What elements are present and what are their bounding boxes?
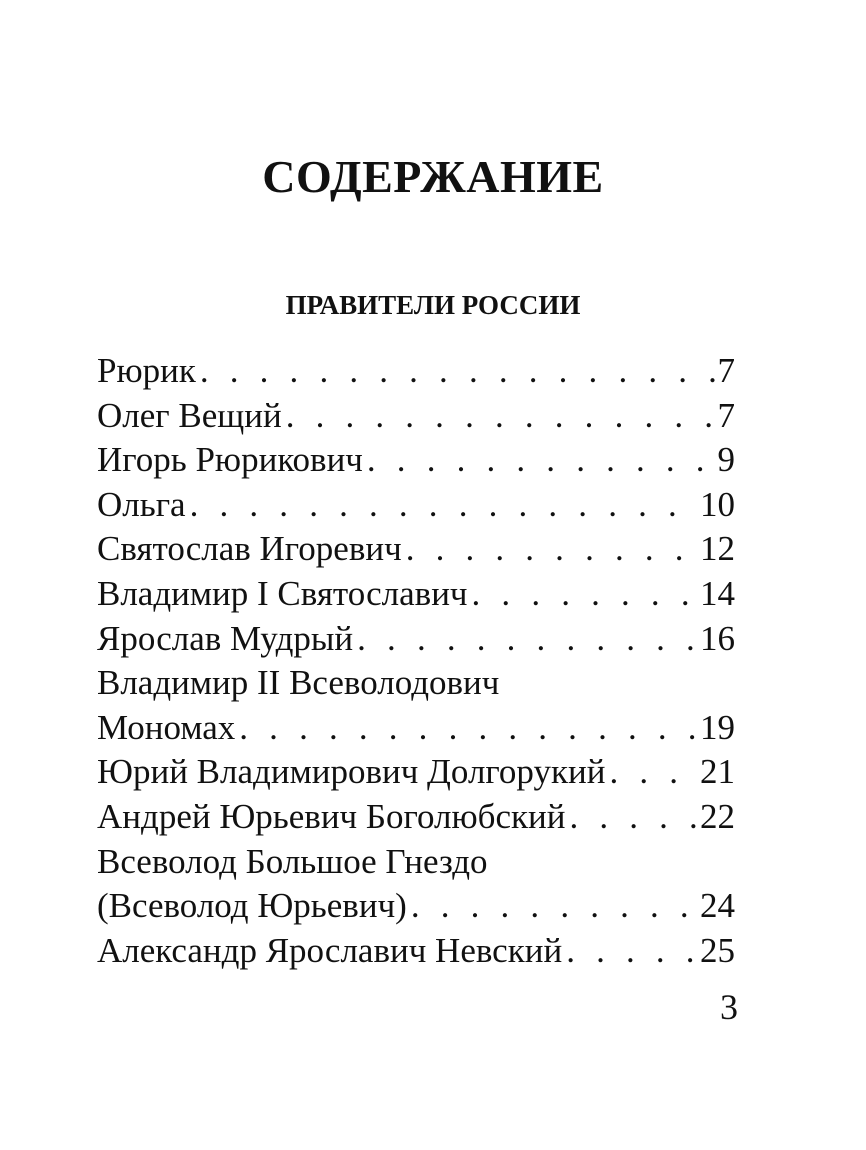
toc-entry-page: 12	[700, 529, 735, 569]
toc-entry-page: 21	[700, 752, 735, 792]
toc-entry-title-line: Владимир II Всеволодович	[97, 663, 500, 703]
toc-entry-page: 10	[700, 484, 735, 524]
table-of-contents	[97, 349, 735, 973]
toc-entry-title: Рюрик	[97, 351, 196, 390]
toc-entry-page: 7	[717, 351, 735, 390]
dot-leader	[235, 706, 700, 751]
toc-entry	[97, 394, 735, 439]
toc-entry	[97, 483, 735, 528]
toc-entry	[97, 929, 735, 974]
dot-leader	[562, 929, 700, 974]
dot-leader	[565, 795, 700, 840]
toc-entry-title: Мономах	[97, 707, 236, 747]
toc-entry-page: 22	[700, 796, 735, 836]
toc-entry-page: 25	[700, 930, 735, 970]
toc-entry-page: 19	[700, 707, 735, 747]
toc-entry-title: Ольга	[97, 484, 186, 524]
toc-entry-page: 7	[717, 395, 735, 435]
toc-entry-title: Олег Вещий	[97, 395, 282, 435]
dot-leader	[468, 572, 700, 617]
toc-entry-page: 16	[700, 618, 735, 658]
toc-entry	[97, 884, 735, 929]
dot-leader	[605, 750, 700, 795]
toc-entry	[97, 349, 735, 394]
toc-entry	[97, 617, 735, 662]
toc-entry-title: Святослав Игоревич	[97, 529, 402, 569]
toc-entry	[97, 795, 735, 840]
dot-leader	[407, 884, 700, 929]
toc-entry	[97, 438, 735, 483]
toc-entry-page: 24	[700, 886, 735, 926]
dot-leader	[353, 617, 700, 662]
page-number: 3	[720, 987, 738, 1027]
toc-entry-title: Владимир I Святославич	[97, 573, 468, 613]
toc-entry-title: Андрей Юрьевич Боголюбский	[97, 796, 566, 836]
dot-leader	[363, 438, 718, 483]
dot-leader	[282, 394, 718, 439]
toc-entry-title: Александр Ярославич Невский	[97, 930, 563, 970]
toc-entry-title: (Всеволод Юрьевич)	[97, 886, 407, 926]
toc-entry-title: Ярослав Мудрый	[97, 618, 354, 658]
dot-leader	[186, 483, 700, 528]
toc-entry	[97, 706, 735, 751]
toc-entry-title: Игорь Рюрикович	[97, 440, 363, 480]
toc-entry-page: 14	[700, 573, 735, 613]
toc-entry-title-line: Всеволод Большое Гнездо	[97, 841, 488, 881]
section-heading: ПРАВИТЕЛИ РОССИИ	[285, 290, 581, 320]
page-title: СОДЕРЖАНИЕ	[262, 151, 604, 202]
toc-entry	[97, 572, 735, 617]
toc-entry-first-line	[97, 661, 735, 706]
toc-entry-first-line	[97, 840, 735, 885]
toc-entry	[97, 527, 735, 572]
toc-entry	[97, 750, 735, 795]
dot-leader	[402, 527, 700, 572]
toc-entry-page: 9	[717, 440, 735, 480]
toc-entry-title: Юрий Владимирович Долгорукий	[97, 752, 606, 792]
dot-leader	[196, 349, 718, 394]
